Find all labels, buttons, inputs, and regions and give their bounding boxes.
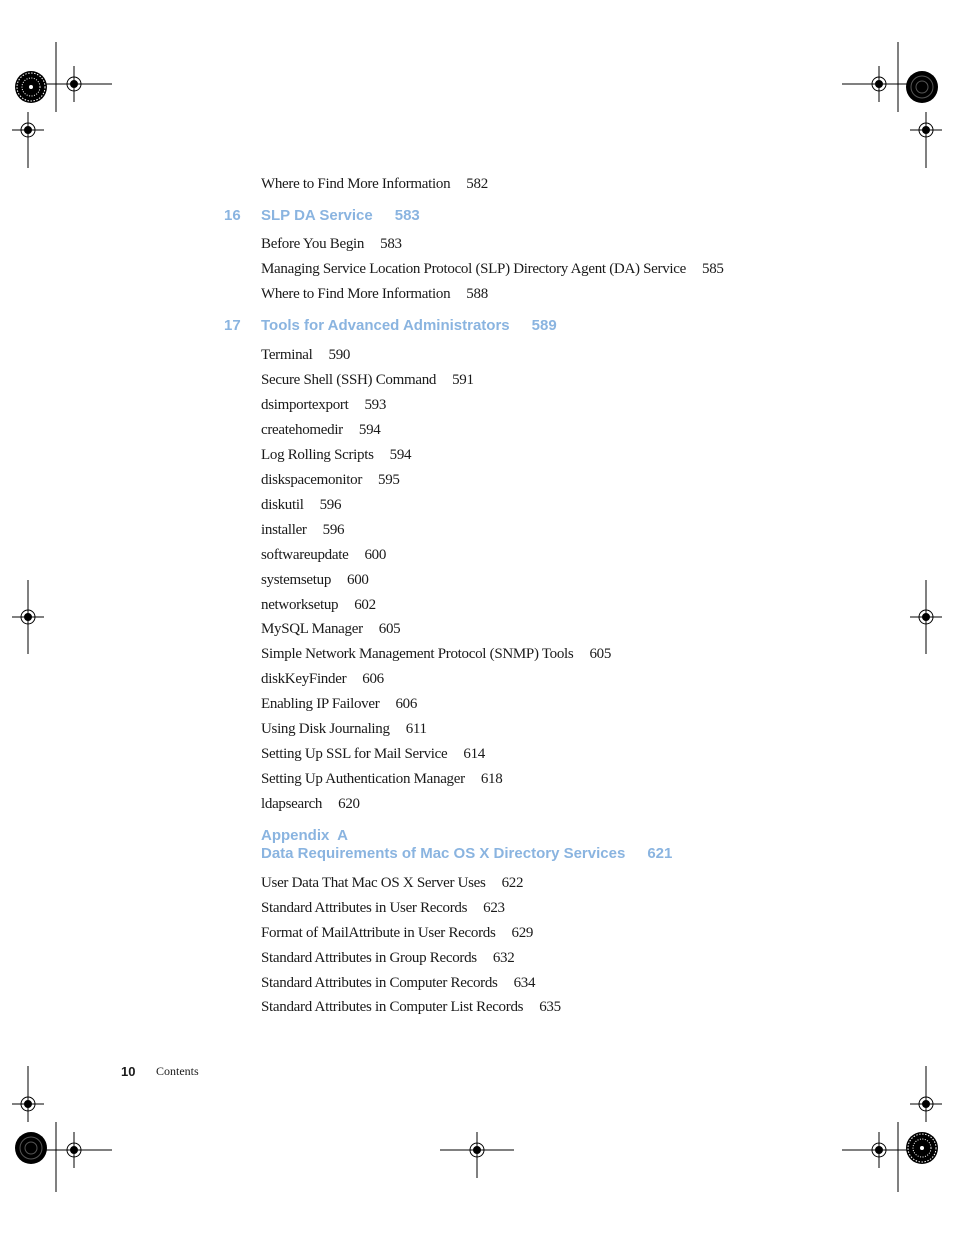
crosshair-target-icon (842, 1132, 916, 1168)
toc-entry-title: Standard Attributes in Computer List Records (261, 999, 524, 1015)
toc-entry-page: 632 (492, 950, 515, 966)
toc-entry-title: Where to Find More Information (261, 286, 451, 302)
toc-entry-page: 605 (378, 621, 401, 637)
toc-entry-title: systemsetup (261, 572, 332, 588)
toc-entry-title: Standard Attributes in Computer Records (261, 975, 498, 991)
toc-entry-title: diskutil (261, 497, 304, 513)
crosshair-target-icon (12, 112, 44, 168)
toc-entry-title: Setting Up Authentication Manager (261, 771, 465, 787)
toc-entry[interactable] (261, 285, 488, 303)
toc-entry[interactable] (261, 175, 488, 193)
chapter-number: 16 (224, 207, 241, 224)
toc-entry[interactable] (261, 795, 360, 813)
crosshair-target-icon (910, 580, 942, 654)
toc-entry-page: 605 (589, 646, 612, 662)
crosshair-target-icon (842, 66, 916, 102)
crosshair-target-icon (36, 1132, 112, 1168)
toc-entry-title: createhomedir (261, 422, 343, 438)
toc-entry[interactable] (261, 924, 533, 942)
toc-entry-title: MySQL Manager (261, 621, 363, 637)
appendix-title: Data Requirements of Mac OS X Directory Services (261, 845, 626, 862)
toc-entry-title: Terminal (261, 347, 313, 363)
toc-entry-title: Enabling IP Failover (261, 696, 380, 712)
toc-entry[interactable] (261, 645, 611, 663)
toc-entry[interactable] (261, 745, 485, 763)
toc-entry[interactable] (261, 521, 344, 539)
toc-entry[interactable] (261, 446, 411, 464)
toc-entry[interactable] (261, 571, 369, 589)
chapter-title: Tools for Advanced Administrators (261, 317, 510, 334)
toc-entry-page: 602 (354, 597, 376, 613)
toc-entry-title: diskKeyFinder (261, 671, 347, 687)
toc-entry-page: 620 (338, 796, 360, 812)
toc-entry-page: 596 (319, 497, 342, 513)
toc-entry-title: Simple Network Management Protocol (SNMP) Tools (261, 646, 574, 662)
toc-entry-page: 582 (466, 176, 488, 192)
crosshair-target-icon (12, 580, 44, 654)
toc-entry-title: Standard Attributes in User Records (261, 900, 468, 916)
toc-entry-title: Where to Find More Information (261, 176, 451, 192)
toc-entry-title: Standard Attributes in Group Records (261, 950, 477, 966)
toc-entry-page: 593 (364, 397, 387, 413)
toc-entry[interactable] (261, 596, 376, 614)
toc-entry[interactable] (261, 235, 402, 253)
toc-entry-page: 594 (389, 447, 412, 463)
toc-entry[interactable] (261, 346, 350, 364)
starburst-target-icon (15, 71, 47, 103)
toc-entry[interactable] (261, 620, 400, 638)
footer-section-label: Contents (156, 1064, 199, 1078)
toc-entry-page: 596 (322, 522, 345, 538)
toc-entry-page: 588 (466, 286, 488, 302)
appendix-page: 621 (647, 845, 673, 862)
toc-entry-title: Secure Shell (SSH) Command (261, 372, 437, 388)
toc-entry-page: 606 (362, 671, 384, 687)
chapter-page: 589 (531, 317, 557, 334)
appendix-label-text: Appendix A (261, 827, 348, 844)
starburst-target-icon (15, 1132, 47, 1164)
toc-entry-page: 618 (480, 771, 503, 787)
toc-entry-page: 635 (539, 999, 561, 1015)
toc-entry-title: Using Disk Journaling (261, 721, 390, 737)
footer-page-number: 10 (121, 1064, 136, 1079)
toc-entry-page: 600 (347, 572, 369, 588)
toc-entry-page: 634 (513, 975, 536, 991)
toc-entry-title: Log Rolling Scripts (261, 447, 374, 463)
toc-entry[interactable] (261, 421, 381, 439)
toc-entry[interactable] (261, 496, 341, 514)
toc-entry-title: Format of MailAttribute in User Records (261, 925, 496, 941)
toc-entry[interactable] (261, 770, 502, 788)
toc-entry-page: 583 (380, 236, 402, 252)
starburst-target-icon (906, 71, 938, 103)
toc-entry-title: softwareupdate (261, 547, 349, 563)
toc-entry[interactable] (261, 546, 386, 564)
toc-entry-page: 623 (483, 900, 505, 916)
chapter-title: SLP DA Service (261, 207, 373, 224)
toc-entry[interactable] (261, 396, 386, 414)
toc-entry-page: 600 (364, 547, 387, 563)
toc-entry[interactable] (261, 695, 417, 713)
toc-entry-page: 606 (395, 696, 418, 712)
toc-entry-title: networksetup (261, 597, 339, 613)
chapter-page: 583 (394, 207, 420, 224)
toc-entry[interactable] (261, 371, 474, 389)
toc-entry-page: 614 (463, 746, 485, 762)
toc-entry-title: Managing Service Location Protocol (SLP) Directory Agent (DA) Service (261, 261, 687, 277)
toc-entry[interactable] (261, 670, 384, 688)
crosshair-target-icon (910, 112, 942, 168)
toc-entry-title: dsimportexport (261, 397, 349, 413)
toc-entry-page: 622 (501, 875, 524, 891)
toc-entry-title: User Data That Mac OS X Server Uses (261, 875, 486, 891)
toc-entry-page: 585 (702, 261, 724, 277)
toc-entry-page: 594 (358, 422, 381, 438)
starburst-target-icon (906, 1132, 938, 1164)
toc-entry[interactable] (261, 471, 400, 489)
toc-entry-title: Before You Begin (261, 236, 365, 252)
crosshair-target-icon (910, 1066, 942, 1122)
toc-entry[interactable] (261, 998, 561, 1016)
toc-entry-title: installer (261, 522, 307, 538)
toc-entry[interactable] (261, 260, 724, 278)
toc-entry[interactable] (261, 974, 535, 992)
crosshair-target-icon (440, 1132, 514, 1178)
toc-entry-page: 590 (328, 347, 351, 363)
toc-entry-page: 629 (511, 925, 534, 941)
toc-entry-page: 591 (452, 372, 474, 388)
toc-entry[interactable] (261, 720, 427, 738)
chapter-number: 17 (224, 317, 241, 334)
crosshair-target-icon (12, 1066, 44, 1122)
toc-entry[interactable] (261, 874, 523, 892)
toc-entry[interactable] (261, 949, 514, 967)
crosshair-target-icon (36, 66, 112, 102)
toc-entry-page: 611 (405, 721, 427, 737)
toc-entry[interactable] (261, 899, 505, 917)
toc-entry-title: ldapsearch (261, 796, 323, 812)
toc-entry-title: Setting Up SSL for Mail Service (261, 746, 448, 762)
toc-entry-page: 595 (378, 472, 400, 488)
toc-entry-title: diskspacemonitor (261, 472, 363, 488)
